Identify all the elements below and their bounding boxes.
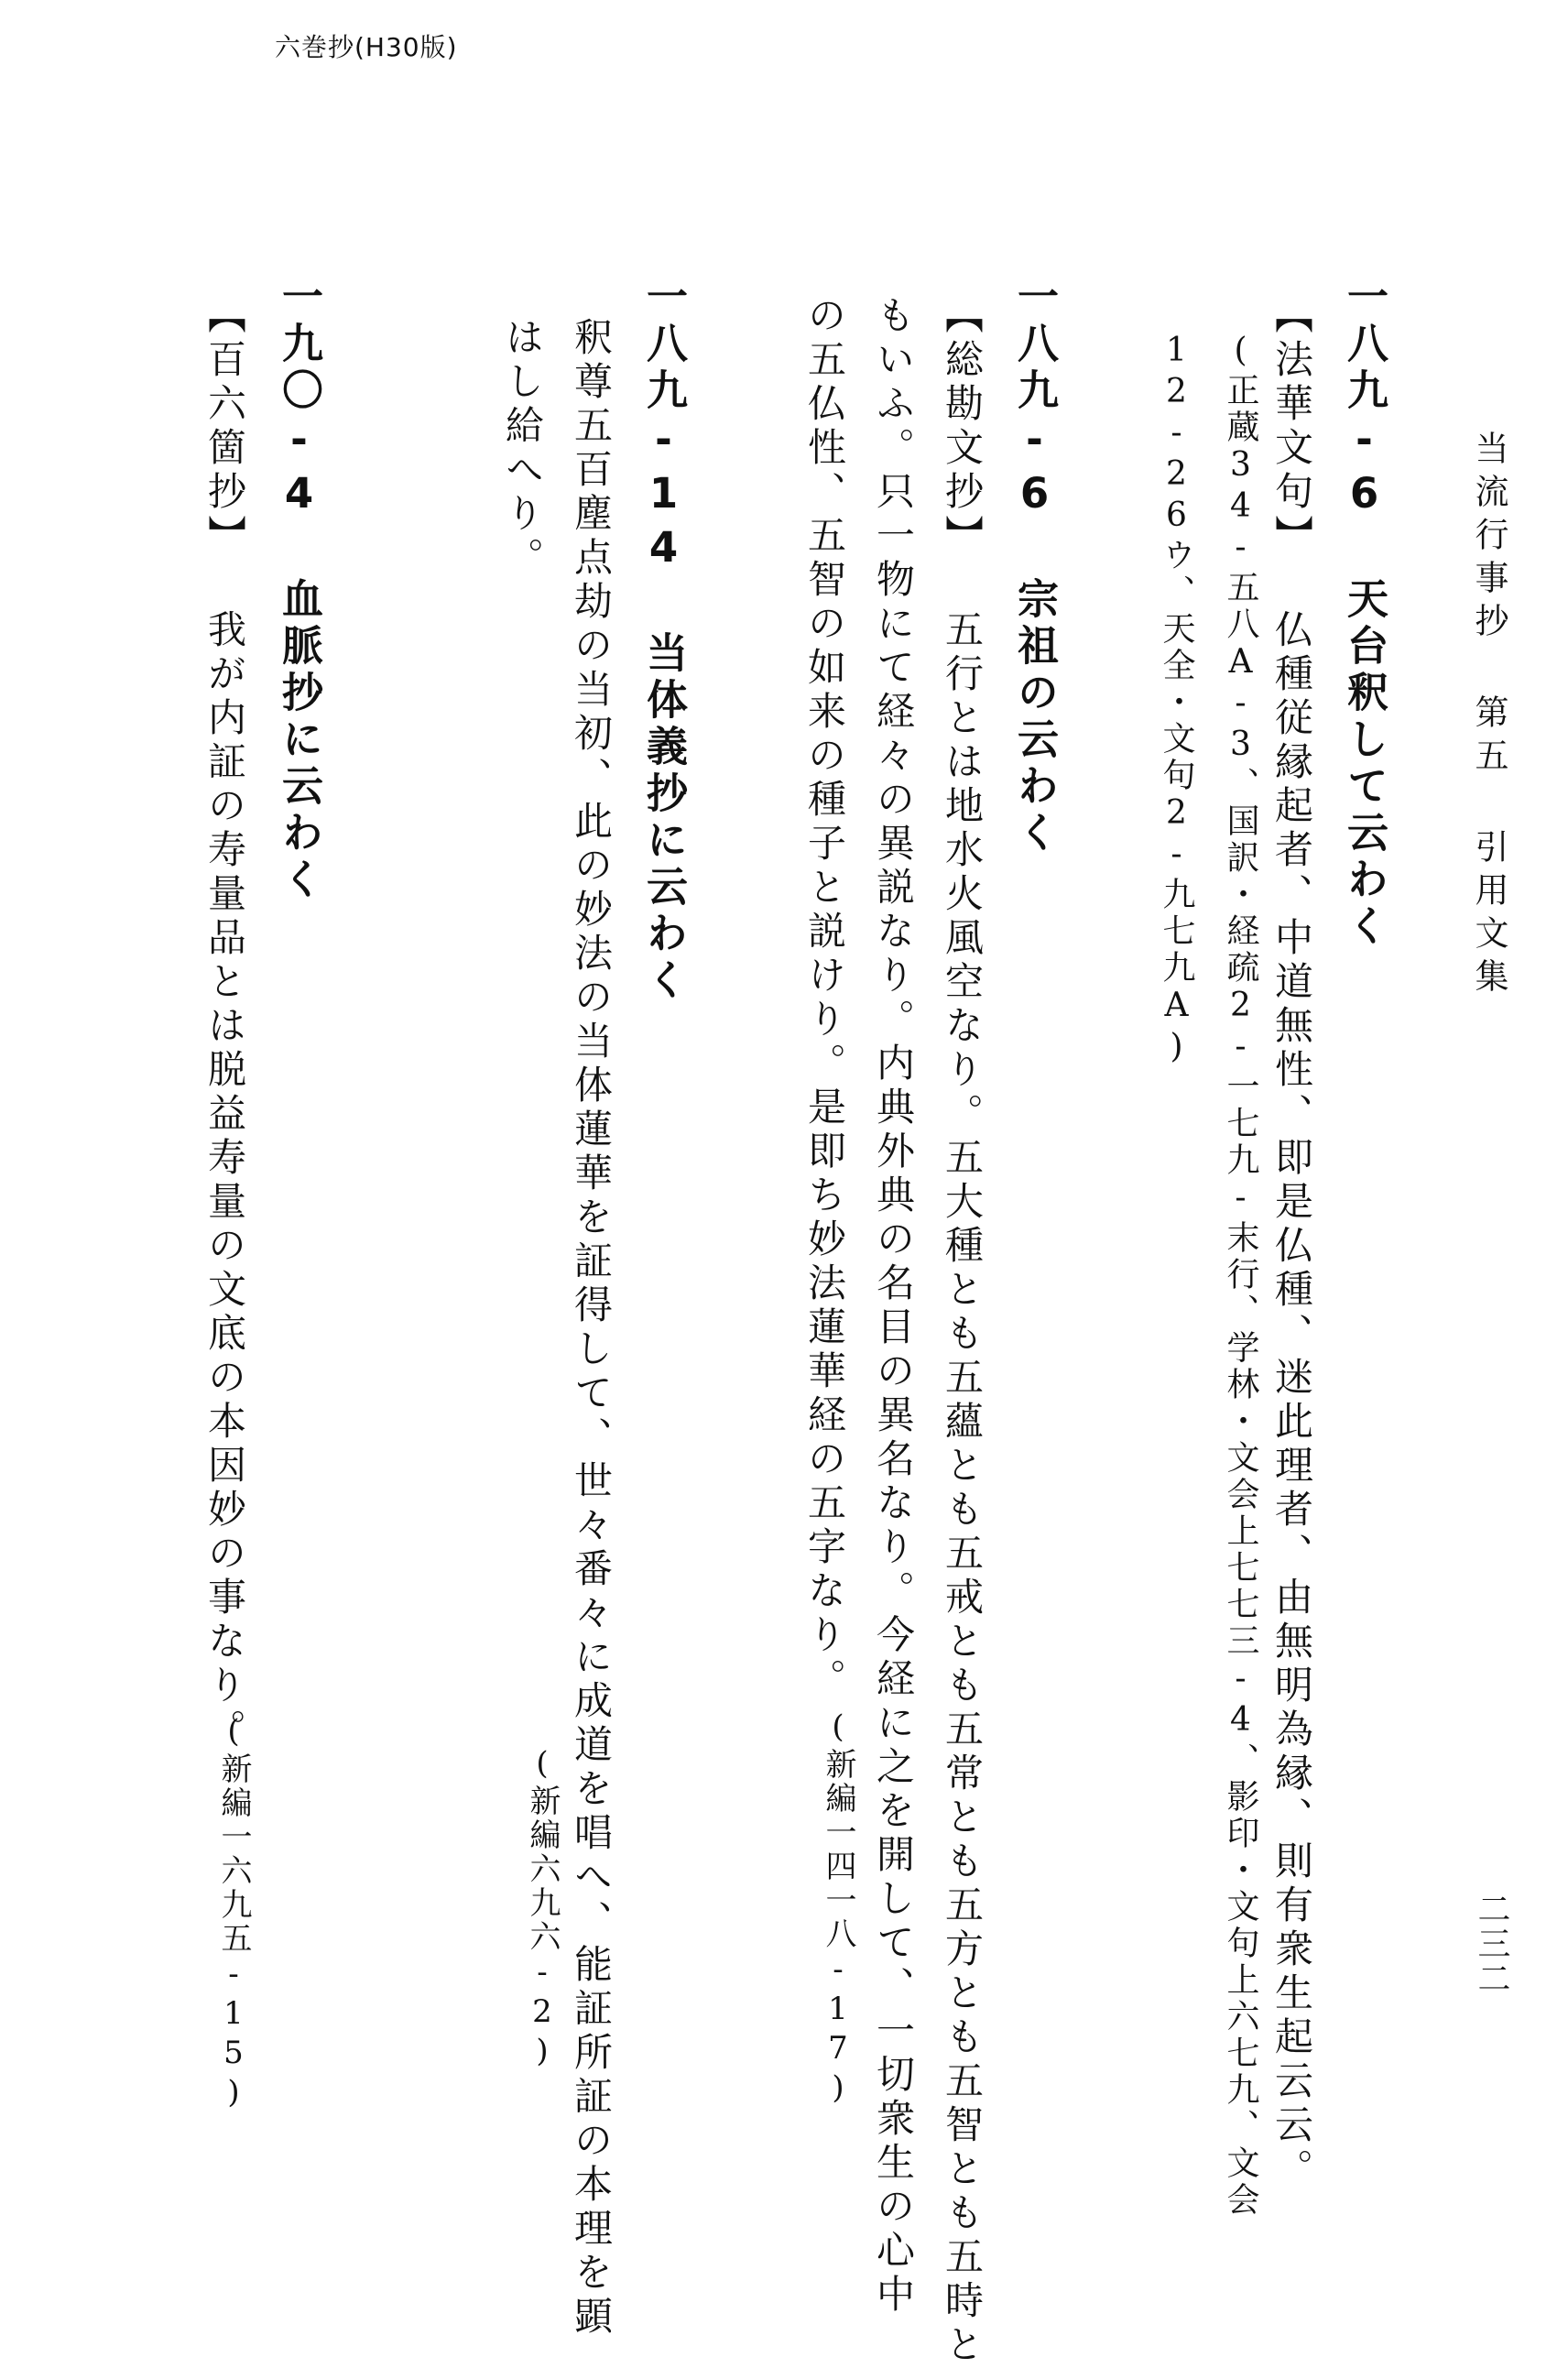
- entry-body-line: 釈尊五百塵点劫の当初、此の妙法の当体蓮華を証得して、世々番々に成道を唱へ、能証所証の本理を顕: [569, 317, 614, 2340]
- citation-line: 12-26ウ、天全・文句2-九七九A): [1158, 332, 1195, 1069]
- entry-heading: 一九〇-4 血脈抄に云わく: [275, 275, 323, 904]
- citation-line: (正蔵34-五八A-3、国訳・経疏2-一七九-末行、学林・文会上七七三-4、影印・文句上六七九、文会: [1222, 332, 1259, 2219]
- entry-body-line: もいふ。只一物にて経々の異説なり。内典外典の名目の異名なり。今経に之を開して、一切衆生の心中: [871, 295, 916, 2318]
- running-title: 当流行事抄 第五 引用文集: [1469, 431, 1508, 1001]
- entry-heading: 一八九-6 宗祖の云わく: [1010, 275, 1059, 857]
- entry-body-line: の五仏性、五智の如来の種子と説けり。是即ち妙法蓮華経の五字なり。: [802, 295, 847, 1702]
- entry-body-line: 【百六箇抄】 我が内証の寿量品とは脱益寿量の文底の本因妙の事なり。: [202, 295, 247, 1752]
- entry-heading: 一八九-14 当体義抄に云わく: [639, 275, 688, 1005]
- entry-heading: 一八九-6 天台釈して云わく: [1340, 275, 1388, 951]
- entry-body-line: 【法華文句】 仏種従縁起者、中道無性、即是仏種、迷此理者、由無明為縁、則有衆生起云云。: [1269, 295, 1314, 2192]
- source-reference: (新編六九六-2): [524, 1745, 561, 2072]
- book-label: 六巻抄(H30版): [275, 32, 458, 62]
- entry-body-line: はし給へり。: [500, 317, 545, 581]
- entry-body-line: 【総勘文抄】 五行とは地水火風空なり。五大種とも五蘊とも五戒とも五常とも五方とも五智とも五時と: [940, 295, 985, 2368]
- page-number: 二三二: [1473, 1892, 1510, 1996]
- source-reference: (新編一六九五-15): [215, 1713, 252, 2113]
- source-reference: (新編一四一八-17): [820, 1708, 856, 2109]
